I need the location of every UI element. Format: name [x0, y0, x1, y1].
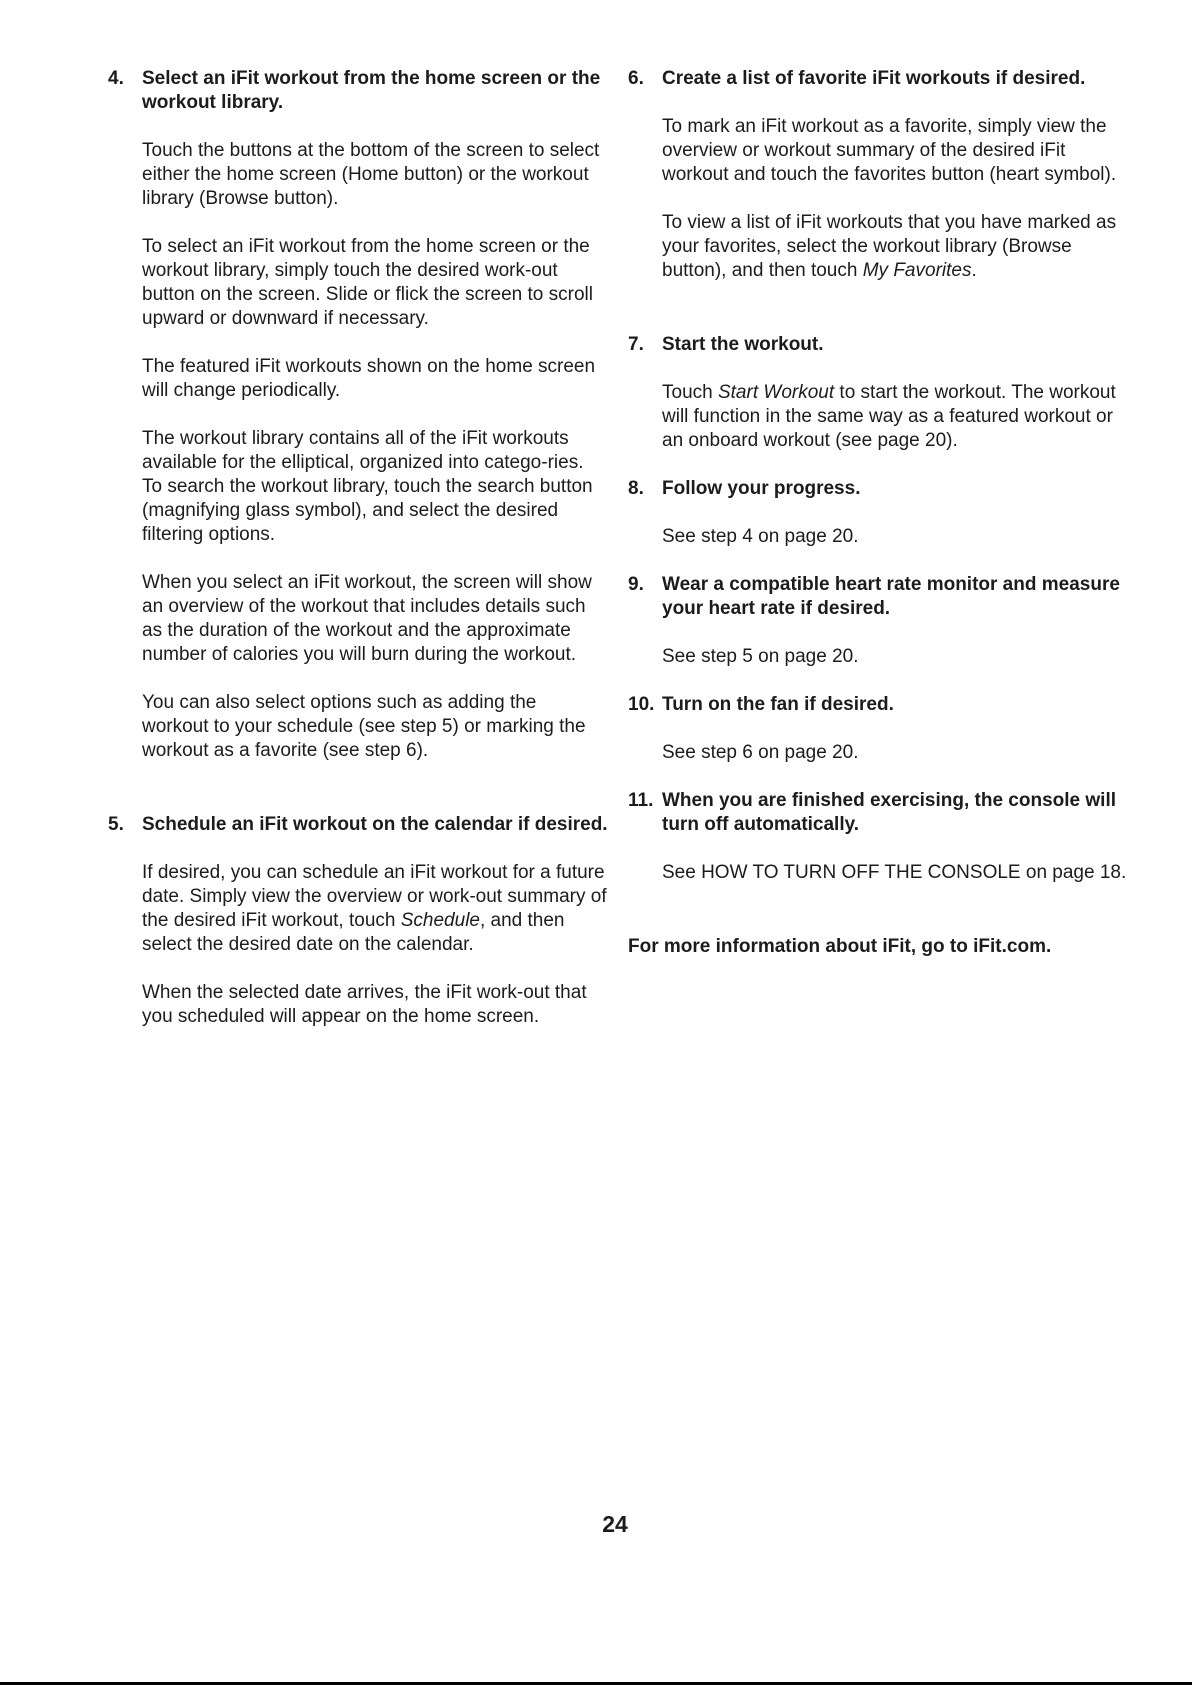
step-5-heading	[108, 813, 608, 837]
step-5-body	[108, 861, 608, 1029]
step-8-title: Follow your progress.	[662, 478, 861, 499]
step-7	[628, 333, 1128, 453]
step-11-paragraph: See HOW TO TURN OFF THE CONSOLE on page 18.	[662, 862, 1127, 883]
step-9-title: Wear a compatible heart rate monitor and measure your heart rate if desired.	[662, 574, 1120, 619]
step-6-heading	[628, 67, 1128, 91]
step-4-title: Select an iFit workout from the home screen or the workout library.	[142, 68, 601, 113]
step-6-title: Create a list of favorite iFit workouts if desired.	[662, 68, 1086, 89]
step-4-paragraph: The workout library contains all of the iFit workouts available for the elliptical, organized into catego-ries. To search the workout library, touch the search button (magnifying glass symbol), and select the desired filtering options.	[142, 428, 593, 545]
emphasis-start-workout: Start Workout	[717, 382, 835, 403]
step-11-heading	[628, 789, 1128, 837]
step-9-body	[628, 645, 1128, 669]
page-number: 24	[602, 1511, 628, 1537]
step-9-heading	[628, 573, 1128, 621]
step-4	[108, 67, 608, 763]
step-7-heading	[628, 333, 1128, 357]
step-9-paragraph: See step 5 on page 20.	[662, 646, 859, 667]
emphasis-schedule: Schedule	[400, 910, 480, 931]
step-4-paragraph: You can also select options such as adding the workout to your schedule (see step 5) or marking the workout as a favorite (see step 6).	[142, 692, 586, 761]
ifit-info-note: For more information about iFit, go to iFit.com.	[628, 936, 1052, 957]
step-9-number: 9.	[628, 574, 644, 595]
step-10-paragraph: See step 6 on page 20.	[662, 742, 859, 763]
text-run: , and then select the desired date on the calendar.	[142, 910, 565, 955]
step-10	[628, 693, 1128, 765]
step-8-number: 8.	[628, 478, 644, 499]
step-4-paragraph: When you select an iFit workout, the screen will show an overview of the workout that includes details such as the duration of the workout and the approximate number of calories you will burn during the workout.	[142, 572, 592, 665]
step-4-paragraph: The featured iFit workouts shown on the home screen will change periodically.	[142, 356, 596, 401]
step-4-paragraph: Touch the buttons at the bottom of the screen to select either the home screen (Home button) or the workout library (Browse button).	[142, 140, 600, 209]
step-4-paragraph: To select an iFit workout from the home screen or the workout library, simply touch the desired work-out button on the screen. Slide or flick the screen to scroll upward or downward if necessary.	[142, 236, 593, 329]
step-5	[108, 813, 608, 1029]
step-8-body	[628, 525, 1128, 549]
step-6-paragraph	[662, 211, 1128, 283]
step-5-paragraph	[142, 861, 608, 957]
text-run: To view a list of iFit workouts that you have marked as your favorites, select the workout library (Browse button), and then touch	[662, 212, 1117, 281]
step-11	[628, 789, 1128, 885]
step-7-number: 7.	[628, 334, 644, 355]
step-7-body	[628, 381, 1128, 453]
step-6	[628, 67, 1128, 283]
step-8-paragraph: See step 4 on page 20.	[662, 526, 859, 547]
step-10-title: Turn on the fan if desired.	[662, 694, 894, 715]
step-9	[628, 573, 1128, 669]
step-8	[628, 477, 1128, 549]
step-4-body	[108, 139, 608, 763]
step-7-paragraph	[662, 381, 1128, 453]
text-run: .	[971, 260, 977, 281]
step-4-number: 4.	[108, 68, 124, 89]
step-7-title: Start the workout.	[662, 334, 824, 355]
step-10-number: 10.	[628, 694, 655, 715]
step-11-number: 11.	[628, 790, 654, 811]
step-11-title: When you are finished exercising, the console will turn off automatically.	[662, 790, 1116, 835]
emphasis-my-favorites: My Favorites	[862, 260, 972, 281]
text-run: Touch	[662, 382, 718, 403]
text-run: to start the workout. The workout will function in the same way as a featured workout or an onboard workout (see page 20).	[662, 382, 1116, 451]
step-6-number: 6.	[628, 68, 644, 89]
step-6-body	[628, 115, 1128, 283]
step-6-paragraph: To mark an iFit workout as a favorite, simply view the overview or workout summary of the desired iFit workout and touch the favorites button (heart symbol).	[662, 116, 1117, 185]
step-10-heading	[628, 693, 1128, 717]
step-5-paragraph: When the selected date arrives, the iFit work-out that you scheduled will appear on the home screen.	[142, 982, 587, 1027]
step-10-body	[628, 741, 1128, 765]
step-8-heading	[628, 477, 1128, 501]
step-4-heading	[108, 67, 608, 115]
step-5-title: Schedule an iFit workout on the calendar if desired.	[142, 814, 608, 835]
step-5-number: 5.	[108, 814, 124, 835]
text-run: If desired, you can schedule an iFit workout for a future date. Simply view the overview or work-out summary of the desired iFit workout, touch	[142, 862, 607, 931]
step-11-body	[628, 861, 1128, 885]
